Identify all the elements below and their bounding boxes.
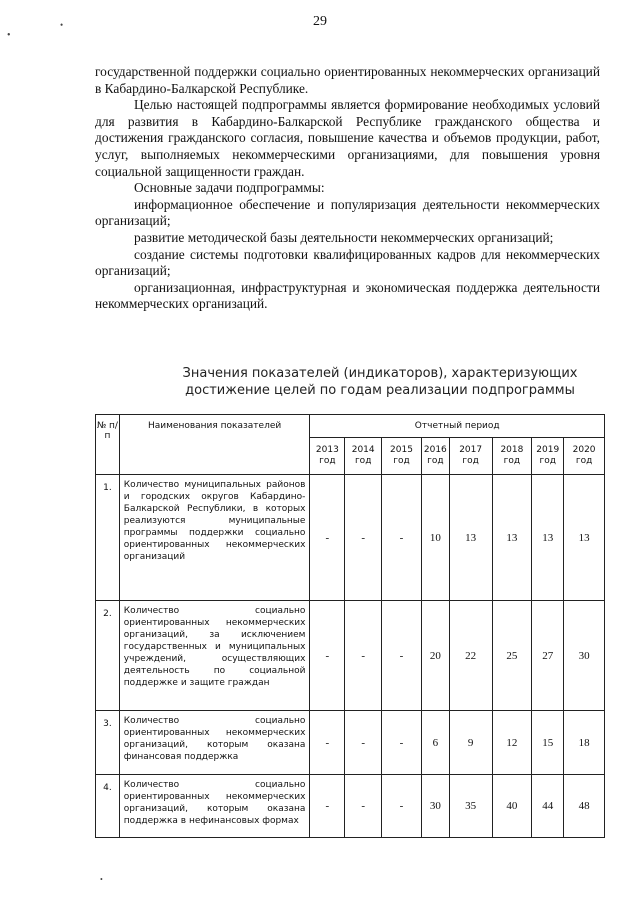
value-cell: -	[382, 775, 422, 838]
value-cell: 44	[532, 775, 564, 838]
value-cell: 22	[449, 601, 492, 711]
indicator-name: Количество муниципальных районов и городских округов Кабардино-Балкарской Республики, в которых реализуются муниципальные программы поддержки социально ориентированных некоммерческих организаций	[119, 475, 310, 601]
header-year: 2014 год	[345, 438, 382, 475]
scan-mark: •	[7, 30, 11, 41]
header-year: 2013 год	[310, 438, 345, 475]
value-cell: 13	[449, 475, 492, 601]
value-cell: 35	[449, 775, 492, 838]
paragraph: создание системы подготовки квалифицированных кадров для некоммерческих организаций;	[95, 246, 600, 279]
value-cell: -	[345, 711, 382, 775]
value-cell: -	[310, 775, 345, 838]
paragraph: Целью настоящей подпрограммы является формирование необходимых условий для развития в Кабардино-Балкарской Республике гражданского общества и достижения гражданского согласия, повышение качества и объемов продукции, работ, услуг, выполняемых некоммерческими организациями, для повышения уровня социальной защищенности граждан.	[95, 97, 600, 179]
header-name: Наименования показателей	[119, 415, 310, 475]
header-year: 2015 год	[382, 438, 422, 475]
value-cell: 20	[421, 601, 449, 711]
header-year: 2020 год	[564, 438, 605, 475]
value-cell: 10	[421, 475, 449, 601]
value-cell: 30	[564, 601, 605, 711]
value-cell: 13	[492, 475, 532, 601]
value-cell: 25	[492, 601, 532, 711]
row-number: 1.	[96, 475, 120, 601]
value-cell: -	[345, 475, 382, 601]
caption-line: Значения показателей (индикаторов), характеризующих	[182, 366, 578, 381]
value-cell: 18	[564, 711, 605, 775]
row-number: 4.	[96, 775, 120, 838]
value-cell: -	[310, 475, 345, 601]
indicator-name: Количество социально ориентированных некоммерческих организаций, за исключением государственных и муниципальных учреждений, осуществляющих деятельность по социальной поддержке и защите граждан	[119, 601, 310, 711]
paragraph: государственной поддержки социально ориентированных некоммерческих организаций в Кабардино-Балкарской Республике.	[95, 64, 600, 96]
value-cell: 27	[532, 601, 564, 711]
page-number: 29	[313, 14, 327, 29]
value-cell: 9	[449, 711, 492, 775]
value-cell: 15	[532, 711, 564, 775]
value-cell: -	[310, 601, 345, 711]
value-cell: 13	[564, 475, 605, 601]
header-year: 2017 год	[449, 438, 492, 475]
value-cell: 30	[421, 775, 449, 838]
value-cell: -	[382, 475, 422, 601]
header-period: Отчетный период	[310, 415, 605, 438]
paragraph: Основные задачи подпрограммы:	[134, 180, 325, 196]
value-cell: 6	[421, 711, 449, 775]
header-year: 2016 год	[421, 438, 449, 475]
indicators-table	[95, 414, 605, 838]
indicator-name: Количество социально ориентированных некоммерческих организаций, которым оказана финансовая поддержка	[119, 711, 310, 775]
table-row	[96, 711, 605, 775]
body-text	[95, 64, 600, 313]
value-cell: -	[345, 601, 382, 711]
value-cell: -	[310, 711, 345, 775]
scan-mark: •	[100, 875, 103, 884]
scan-mark: •	[60, 20, 64, 30]
paragraph: организационная, инфраструктурная и экономическая поддержка деятельности некоммерческих организаций.	[95, 279, 600, 312]
header-year: 2018 год	[492, 438, 532, 475]
value-cell: 40	[492, 775, 532, 838]
caption-line: достижение целей по годам реализации подпрограммы	[185, 383, 575, 398]
paragraph: информационное обеспечение и популяризация деятельности некоммерческих организаций;	[95, 196, 600, 229]
table-row	[96, 775, 605, 838]
table-caption	[150, 365, 610, 399]
value-cell: -	[345, 775, 382, 838]
value-cell: 12	[492, 711, 532, 775]
value-cell: -	[382, 711, 422, 775]
value-cell: -	[382, 601, 422, 711]
table-row	[96, 601, 605, 711]
header-num: № п/п	[96, 415, 120, 475]
header-year: 2019 год	[532, 438, 564, 475]
table-row	[96, 475, 605, 601]
indicator-name: Количество социально ориентированных некоммерческих организаций, которым оказана поддержка в нефинансовых формах	[119, 775, 310, 838]
table-header-row	[96, 415, 605, 438]
row-number: 3.	[96, 711, 120, 775]
value-cell: 13	[532, 475, 564, 601]
value-cell: 48	[564, 775, 605, 838]
row-number: 2.	[96, 601, 120, 711]
paragraph: развитие методической базы деятельности некоммерческих организаций;	[134, 229, 554, 245]
